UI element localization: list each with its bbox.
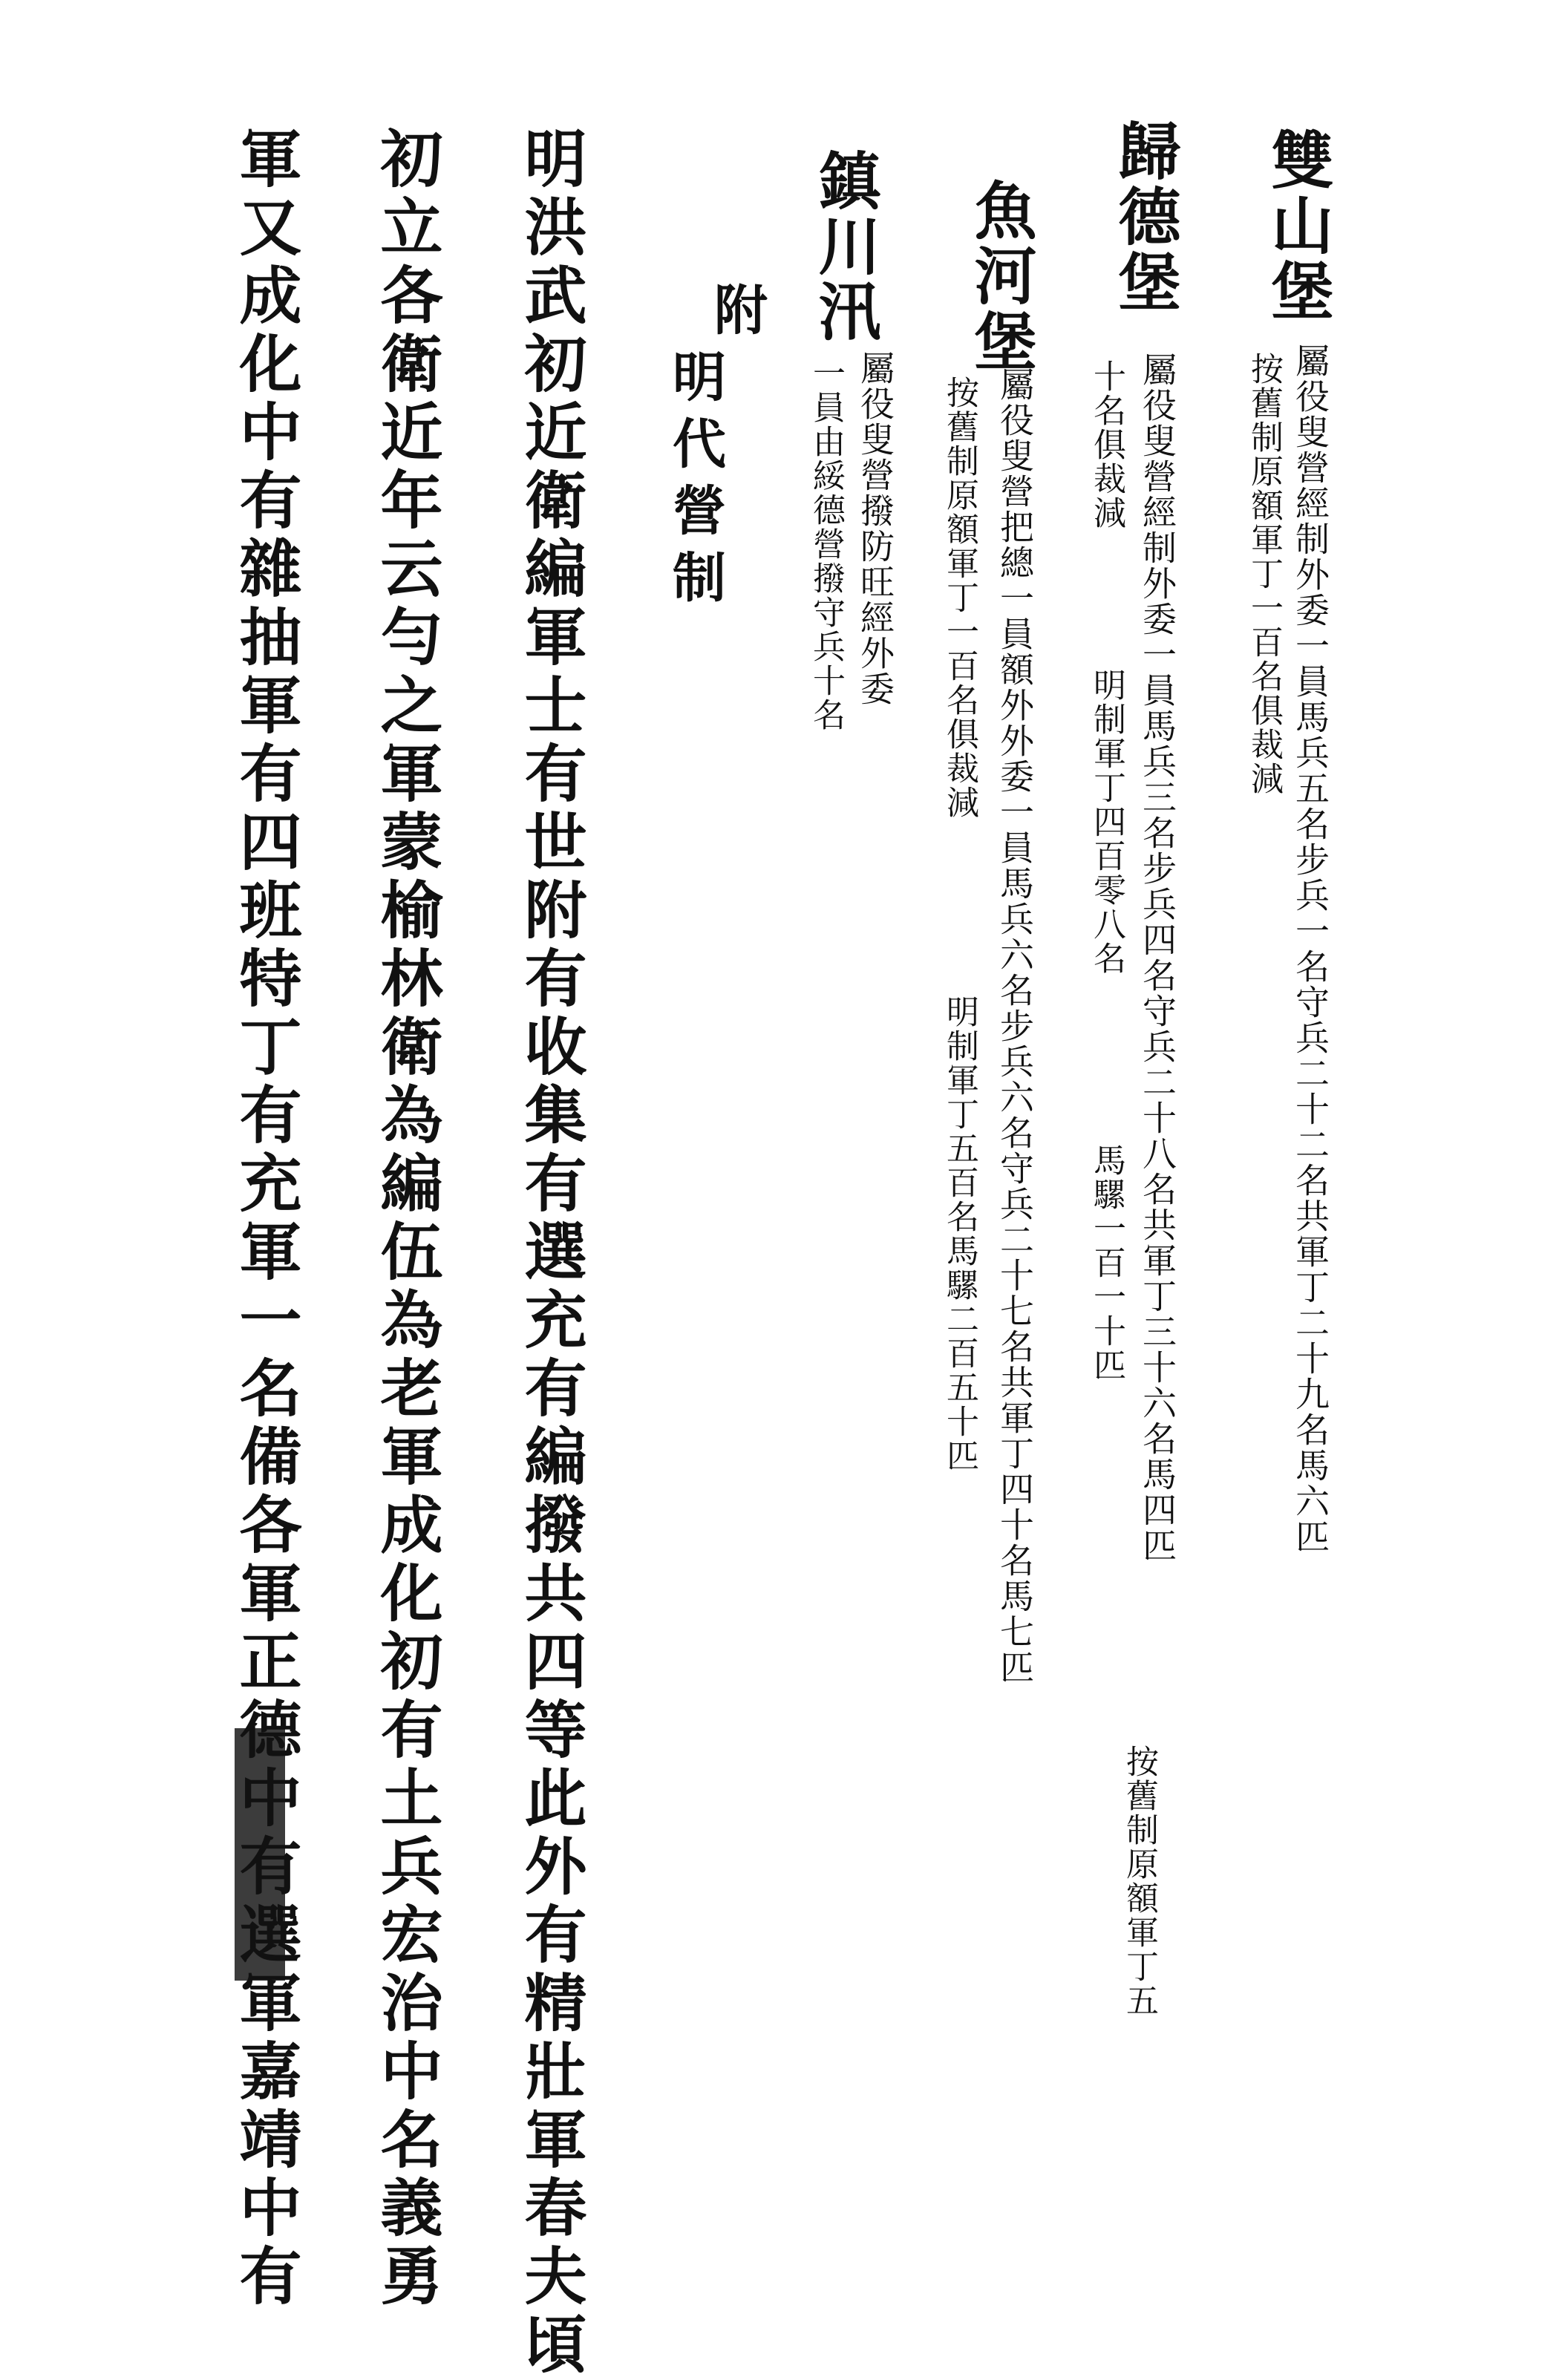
entry-title-yuhe: 魚河堡 — [964, 178, 1038, 374]
entry-note-zhenchuan: 一員由綏德營撥守兵十名 — [807, 356, 845, 732]
entry-text-zhenchuan: 屬役叟營撥防旺經外委 — [855, 350, 895, 707]
body-column-2: 初立各衛近年云勻之軍蒙榆林衛為編伍為老軍成化初有土兵宏治中名義勇 — [370, 126, 444, 2312]
body-column-3: 軍又成化中有雜抽軍有四班特丁有充軍一名備各軍正德中有選軍嘉靖中有 — [229, 126, 303, 2312]
entry-title-guide: 歸德堡 — [1108, 119, 1182, 315]
entry-note-guide-a: 十名俱裁減 — [1088, 359, 1125, 530]
entry-note-guide-c: 馬騾一百一十匹 — [1088, 1143, 1125, 1382]
entry-note-yuhe-a: 按舊制原額軍丁一百名俱裁減 — [941, 376, 978, 820]
entry-note-guide-b: 明制軍丁四百零八名 — [1088, 668, 1125, 975]
entry-note-guide-d: 按舊制原額軍丁五 — [1120, 1745, 1158, 2018]
entry-title-shuangshan: 雙山堡 — [1261, 128, 1335, 324]
appendix-title: 明代營制 — [664, 349, 727, 616]
entry-text-guide: 屬役叟營經制外委一員馬兵三名步兵四名守兵二十八名共軍丁三十六名馬四匹 — [1137, 352, 1177, 1563]
entry-text-shuangshan: 屬役叟營經制外委一員馬兵五名步兵一名守兵二十二名共軍丁二十九名馬六匹 — [1290, 343, 1330, 1554]
entry-note-yuhe-b: 明制軍丁五百名馬騾二百五十匹 — [941, 995, 978, 1473]
entry-title-zhenchuan: 鎮川汛 — [808, 148, 882, 344]
appendix-marker: 附 — [705, 282, 768, 349]
entry-text-yuhe: 屬役叟營把總一員額外外委一員馬兵六名步兵六名守兵二十七名共軍丁四十名馬七匹 — [995, 367, 1035, 1685]
body-column-1: 明洪武初近衛編軍士有世附有收集有選充有編撥共四等此外有精壯軍春夫頃 — [514, 126, 588, 2380]
entry-note-shuangshan: 按舊制原額軍丁一百名俱裁減 — [1245, 352, 1283, 796]
